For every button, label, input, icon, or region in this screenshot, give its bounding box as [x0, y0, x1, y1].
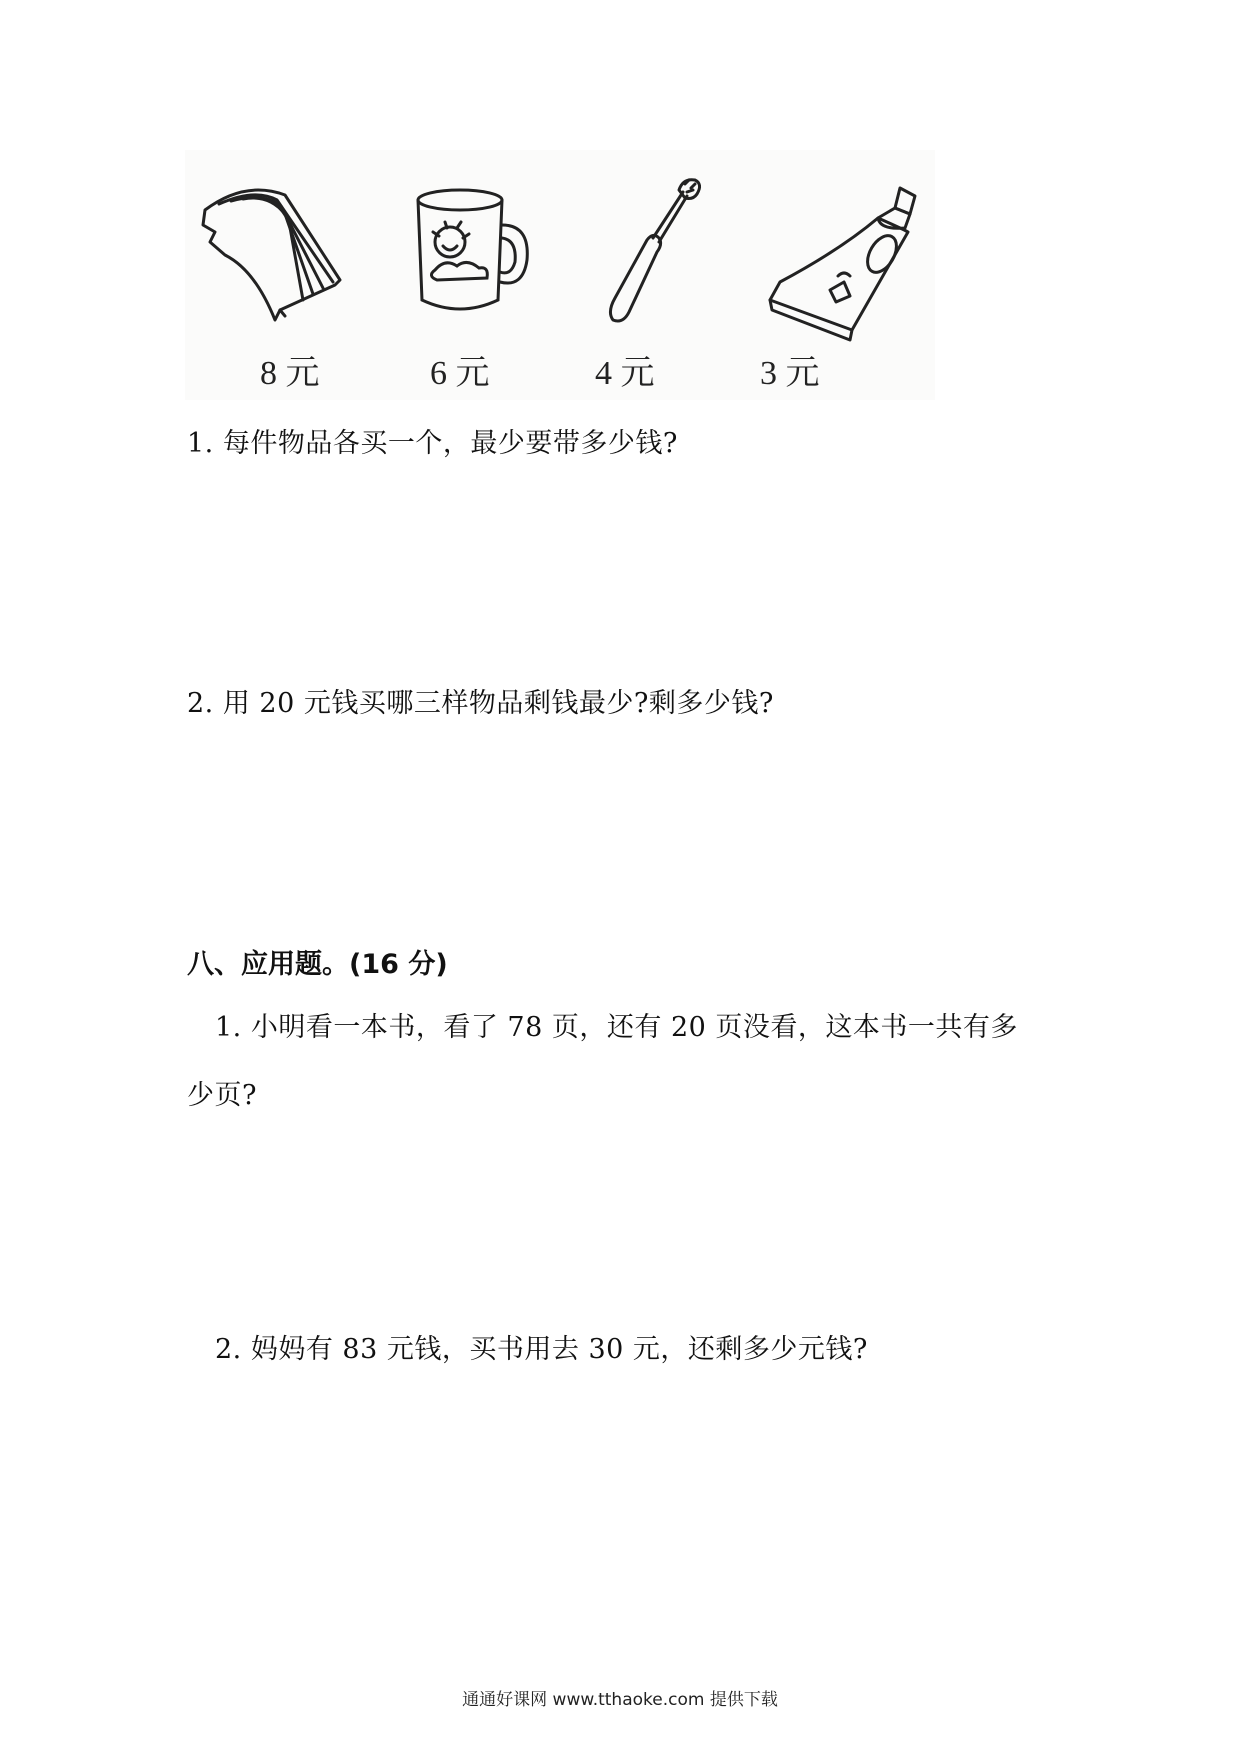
footer-credit: 通通好课网 www.tthaoke.com 提供下载 — [462, 1690, 778, 1710]
item-toothbrush — [595, 150, 765, 400]
question-8-2: 2. 妈妈有 83 元钱，买书用去 30 元，还剩多少元钱? — [215, 1334, 868, 1365]
question-8-1-line2: 少页? — [187, 1080, 257, 1111]
item-toothpaste — [760, 150, 930, 400]
item-towel — [185, 150, 355, 400]
question-7-1: 1. 每件物品各买一个，最少要带多少钱? — [187, 428, 678, 459]
price-label: 6 元 — [430, 355, 490, 392]
item-cup — [405, 150, 575, 400]
toothbrush-icon — [595, 170, 765, 345]
price-label: 4 元 — [595, 355, 655, 392]
section-heading: 八、应用题。(16 分) — [187, 949, 448, 980]
towel-icon — [185, 170, 355, 345]
cup-icon — [405, 170, 575, 345]
price-label: 3 元 — [760, 355, 820, 392]
toothpaste-icon — [760, 170, 930, 345]
question-8-1-line1: 1. 小明看一本书，看了 78 页，还有 20 页没看，这本书一共有多 — [215, 1012, 1018, 1043]
question-7-2: 2. 用 20 元钱买哪三样物品剩钱最少?剩多少钱? — [187, 688, 774, 719]
items-picture-strip — [185, 150, 935, 400]
price-label: 8 元 — [260, 355, 320, 392]
